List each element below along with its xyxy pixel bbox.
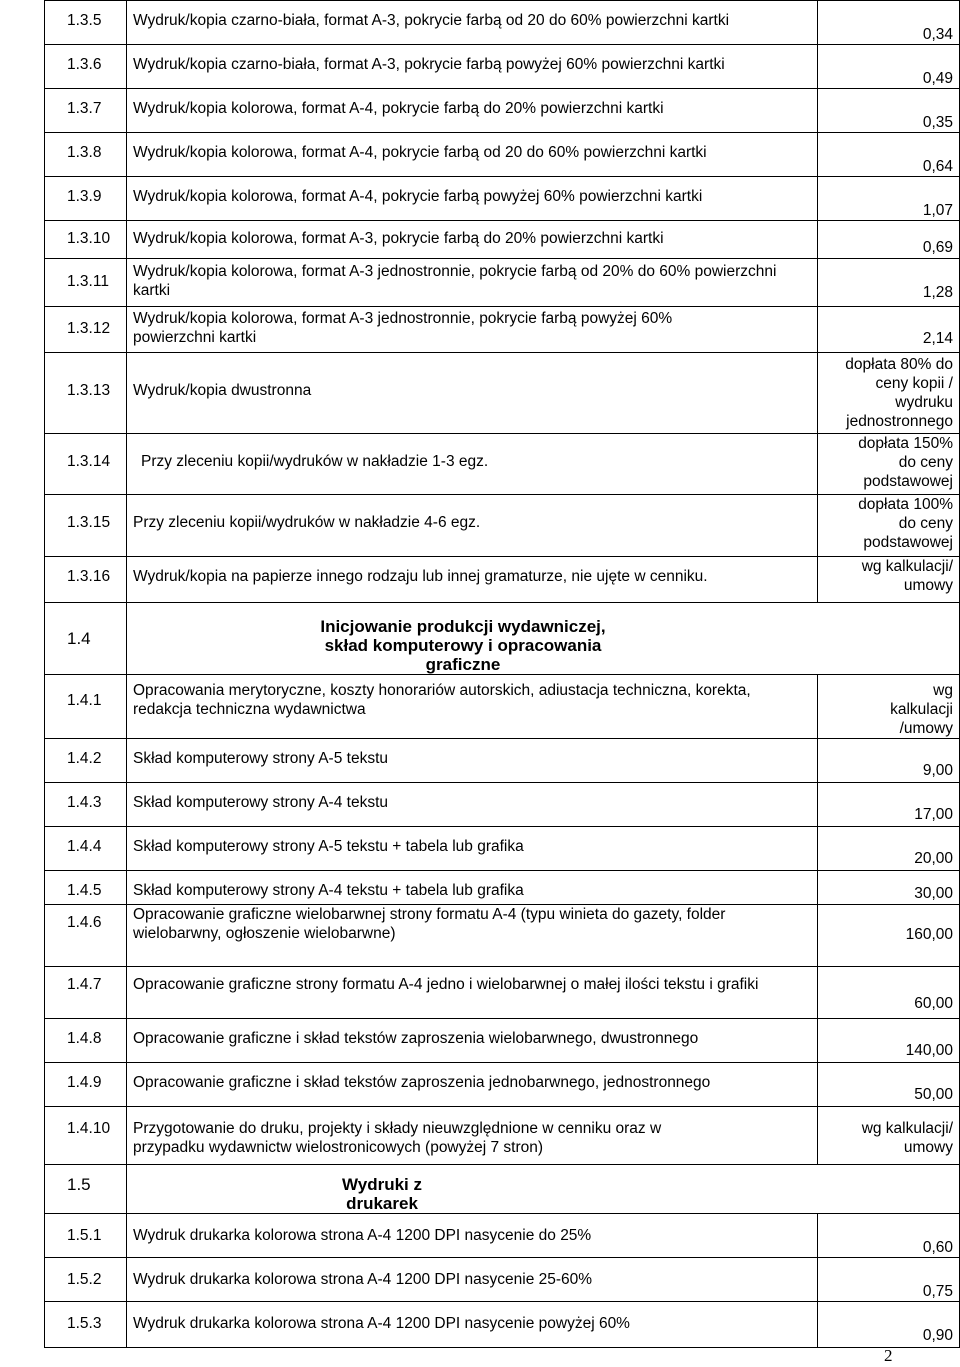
- item-description: Opracowanie graficzne strony formatu A-4 jedno i wielobarwnej o małej ilości tekstu i grafiki: [127, 967, 818, 1019]
- section-number: 1.5: [45, 1165, 127, 1214]
- item-description: Skład komputerowy strony A-4 tekstu: [127, 783, 818, 827]
- table-row: [45, 1019, 960, 1063]
- item-description: Wydruk/kopia kolorowa, format A-3, pokrycie farbą do 20% powierzchni kartki: [127, 221, 818, 259]
- section-header-row: [45, 1165, 960, 1214]
- item-number: 1.5.1: [45, 1214, 127, 1258]
- item-number: 1.3.13: [45, 353, 127, 434]
- item-description: Skład komputerowy strony A-4 tekstu + tabela lub grafika: [127, 871, 818, 905]
- item-price: 160,00: [818, 905, 960, 967]
- item-description: Wydruk/kopia kolorowa, format A-3 jednostronnie, pokrycie farbą od 20% do 60% powierzchni kartki: [127, 259, 818, 307]
- item-price: 0,49: [818, 45, 960, 89]
- item-number: 1.3.9: [45, 177, 127, 221]
- item-description: Przy zleceniu kopii/wydruków w nakładzie 4-6 egz.: [127, 495, 818, 557]
- item-number: 1.3.7: [45, 89, 127, 133]
- price-list-table: [44, 0, 960, 1348]
- item-description: Opracowania merytoryczne, koszty honorariów autorskich, adiustacja techniczna, korekta, redakcja techniczna wydawnictwa: [127, 675, 818, 739]
- table-row: [45, 495, 960, 557]
- item-price: 0,90: [818, 1302, 960, 1348]
- table-row: [45, 675, 960, 739]
- table-row: [45, 905, 960, 967]
- item-price: 17,00: [818, 783, 960, 827]
- item-description: Wydruk/kopia na papierze innego rodzaju lub innej gramaturze, nie ujęte w cenniku.: [127, 557, 818, 603]
- item-price: 1,28: [818, 259, 960, 307]
- item-price: 0,75: [818, 1258, 960, 1302]
- item-description: Wydruk/kopia kolorowa, format A-4, pokrycie farbą powyżej 60% powierzchni kartki: [127, 177, 818, 221]
- section-number: 1.4: [45, 603, 127, 675]
- table-row: [45, 221, 960, 259]
- item-description: Opracowanie graficzne wielobarwnej strony formatu A-4 (typu winieta do gazety, folder wielobarwny, ogłoszenie wielobarwne): [127, 905, 818, 967]
- table-row: [45, 1, 960, 45]
- item-number: 1.3.15: [45, 495, 127, 557]
- item-price: wg kalkulacji/ umowy: [818, 557, 960, 603]
- item-number: 1.3.6: [45, 45, 127, 89]
- table-row: [45, 557, 960, 603]
- table-row: [45, 967, 960, 1019]
- item-price: 0,64: [818, 133, 960, 177]
- page-number: 2: [884, 1346, 893, 1365]
- item-number: 1.3.14: [45, 434, 127, 495]
- item-description: Wydruk drukarka kolorowa strona A-4 1200 DPI nasycenie 25-60%: [127, 1258, 818, 1302]
- table-row: [45, 1302, 960, 1348]
- item-number: 1.3.12: [45, 307, 127, 353]
- item-price: 60,00: [818, 967, 960, 1019]
- item-price: 30,00: [818, 871, 960, 905]
- item-price: dopłata 150% do ceny podstawowej: [818, 434, 960, 495]
- item-description: Wydruk/kopia kolorowa, format A-4, pokrycie farbą do 20% powierzchni kartki: [127, 89, 818, 133]
- table-row: [45, 1214, 960, 1258]
- item-price: dopłata 100% do ceny podstawowej: [818, 495, 960, 557]
- table-row: [45, 177, 960, 221]
- table-row: [45, 1107, 960, 1165]
- table-row: [45, 89, 960, 133]
- item-description: Przy zleceniu kopii/wydruków w nakładzie 1-3 egz.: [127, 434, 818, 495]
- item-description: Wydruk/kopia czarno-biała, format A-3, pokrycie farbą powyżej 60% powierzchni kartki: [127, 45, 818, 89]
- item-number: 1.4.10: [45, 1107, 127, 1165]
- item-description: Wydruk/kopia czarno-biała, format A-3, pokrycie farbą od 20 do 60% powierzchni kartki: [127, 1, 818, 45]
- item-price: 9,00: [818, 739, 960, 783]
- item-description: Przygotowanie do druku, projekty i składy nieuwzględnione w cenniku oraz w przypadku wydawnictw wielostronicowych (powyżej 7 stron): [127, 1107, 818, 1165]
- item-number: 1.4.1: [45, 675, 127, 739]
- table-row: [45, 871, 960, 905]
- section-header-row: [45, 603, 960, 675]
- item-number: 1.4.4: [45, 827, 127, 871]
- item-description: Opracowanie graficzne i skład tekstów zaproszenia jednobarwnego, jednostronnego: [127, 1063, 818, 1107]
- table-row: [45, 434, 960, 495]
- item-number: 1.3.11: [45, 259, 127, 307]
- table-row: [45, 353, 960, 434]
- item-price: wg kalkulacji/ umowy: [818, 1107, 960, 1165]
- item-price: 0,35: [818, 89, 960, 133]
- item-price: 50,00: [818, 1063, 960, 1107]
- item-description: Skład komputerowy strony A-5 tekstu + tabela lub grafika: [127, 827, 818, 871]
- section-title: Wydruki z drukarek: [127, 1165, 960, 1214]
- item-price: 0,60: [818, 1214, 960, 1258]
- table-row: [45, 1063, 960, 1107]
- item-number: 1.4.8: [45, 1019, 127, 1063]
- table-row: [45, 45, 960, 89]
- item-description: Skład komputerowy strony A-5 tekstu: [127, 739, 818, 783]
- item-number: 1.5.2: [45, 1258, 127, 1302]
- item-description: Wydruk drukarka kolorowa strona A-4 1200 DPI nasycenie do 25%: [127, 1214, 818, 1258]
- table-row: [45, 307, 960, 353]
- item-number: 1.3.8: [45, 133, 127, 177]
- item-price: 1,07: [818, 177, 960, 221]
- item-number: 1.4.7: [45, 967, 127, 1019]
- item-description: Wydruk/kopia dwustronna: [127, 353, 818, 434]
- item-price: wg kalkulacji /umowy: [818, 675, 960, 739]
- item-price: dopłata 80% do ceny kopii / wydruku jednostronnego: [818, 353, 960, 434]
- item-number: 1.5.3: [45, 1302, 127, 1348]
- item-number: 1.4.6: [45, 905, 127, 967]
- item-price: 140,00: [818, 1019, 960, 1063]
- table-row: [45, 133, 960, 177]
- item-number: 1.4.3: [45, 783, 127, 827]
- item-number: 1.3.16: [45, 557, 127, 603]
- item-description: Wydruk/kopia kolorowa, format A-4, pokrycie farbą od 20 do 60% powierzchni kartki: [127, 133, 818, 177]
- item-description: Wydruk drukarka kolorowa strona A-4 1200 DPI nasycenie powyżej 60%: [127, 1302, 818, 1348]
- item-number: 1.3.5: [45, 1, 127, 45]
- table-row: [45, 783, 960, 827]
- item-price: 0,34: [818, 1, 960, 45]
- item-number: 1.4.9: [45, 1063, 127, 1107]
- table-row: [45, 827, 960, 871]
- table-row: [45, 739, 960, 783]
- item-description: Opracowanie graficzne i skład tekstów zaproszenia wielobarwnego, dwustronnego: [127, 1019, 818, 1063]
- item-number: 1.4.2: [45, 739, 127, 783]
- table-row: [45, 259, 960, 307]
- item-price: 0,69: [818, 221, 960, 259]
- item-number: 1.3.10: [45, 221, 127, 259]
- item-number: 1.4.5: [45, 871, 127, 905]
- item-price: 20,00: [818, 827, 960, 871]
- item-description: Wydruk/kopia kolorowa, format A-3 jednostronnie, pokrycie farbą powyżej 60% powierzchni kartki: [127, 307, 818, 353]
- item-price: 2,14: [818, 307, 960, 353]
- table-row: [45, 1258, 960, 1302]
- section-title: Inicjowanie produkcji wydawniczej, skład komputerowy i opracowania graficzne: [127, 603, 960, 675]
